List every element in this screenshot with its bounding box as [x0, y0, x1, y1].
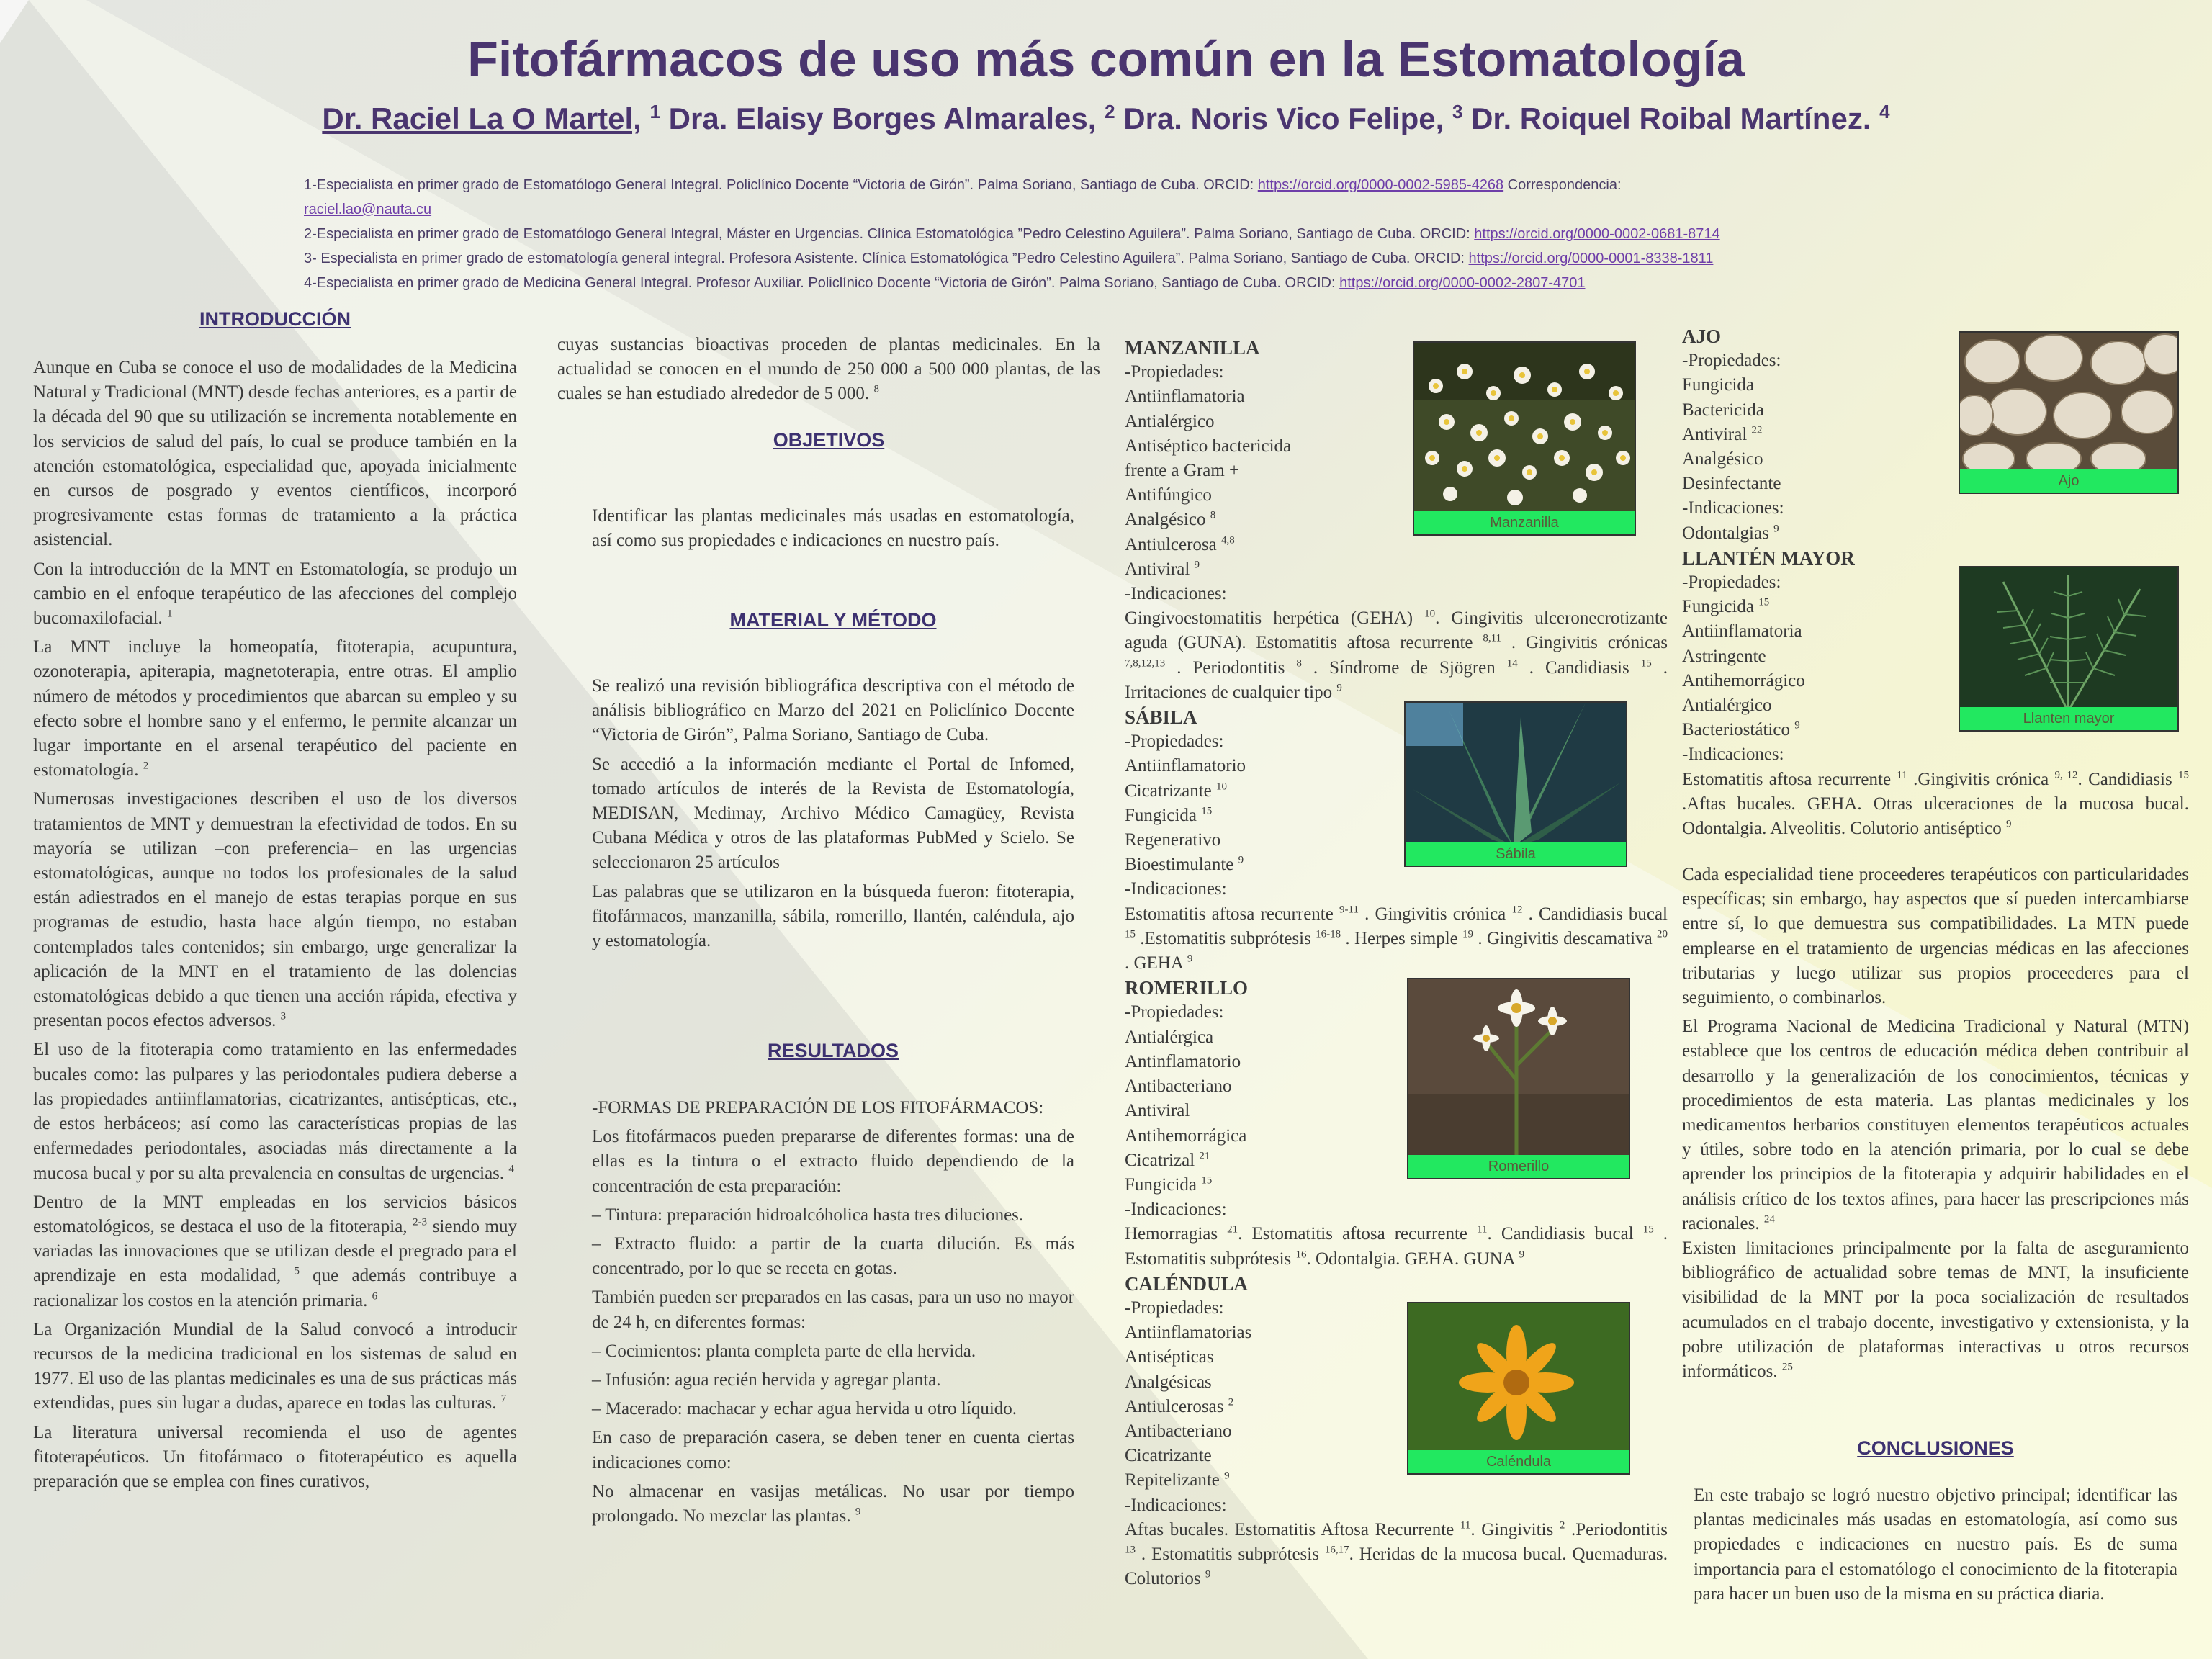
llanten-photo	[1959, 566, 2179, 732]
affiliation-1: 1-Especialista en primer grado de Estomatólogo General Integral. Policlínico Docente “Victoria de Girón”. Palma Soriano, Santiago de Cuba. ORCID: https://orcid.org/0000-0002-5985-4268 Correspondencia: raciel.lao@nauta.cu	[304, 177, 1622, 217]
affiliation-2: 2-Especialista en primer grado de Estomatólogo General Integral, Máster en Urgencias. Clínica Estomatológica ”Pedro Celestino Aguilera”. Palma Soriano, Santiago de Cuba. ORCID: https://orcid.org/0000-0002-0681-8714	[304, 226, 1720, 242]
section-heading-objetivos: OBJETIVOS	[773, 429, 885, 451]
author-1: Dr. Raciel La O Martel,	[322, 102, 642, 135]
orcid-link-2[interactable]: https://orcid.org/0000-0002-0681-8714	[1474, 226, 1720, 242]
plant-list-col3: MANZANILLA -Propiedades: Antiinflamatoria Antialérgico Antiséptico bactericida frente a Gram + Antifúngico Analgésico $^8$ Antiulcerosa $^{4,8}$ Antiviral $^9$ -Indicaciones: Gingivoestomatitis herpética (GEHA) $^{10}$. Gingivitis ulceronecrotizante aguda (GUNA). Estomatitis aftosa recurrente $^{8,11}$ . Gingivitis crónicas $^{7,8,12,13}$ . Periodontitis $^8$ . Síndrome de Sjögren $^{14}$ . Candidiasis $^{15}$ . Irritaciones de cualquier tipo $^9$ SÁBILA -Propiedades: Antiinflamatorio Cicatrizante $^{10}$ Fungicida $^{15}$ Regenerativo Bioestimulante $^9$ -Indicaciones: Estomatitis aftosa recurrente $^{9-11}$ . Gingivitis crónica $^{12}$ . Candidiasis bucal $^{15}$ .Estomatitis subprótesis $^{16-18}$ . Herpes simple $^{19}$ . Gingivitis descamativa $^{20}$ . GEHA $^9$ ROMERILLO -Propiedades: Antialérgica Antinflamatorio Antibacteriano Antiviral Antihemorrágica Cicatrizal $^{21}$ Fungicida $^{15}$ -Indicaciones: Hemorragias $^{21}$. Estomatitis aftosa recurrente $^{11}$. Candidiasis bucal $^{15}$ . Estomatitis subprótesis $^{16}$. Odontalgia. GEHA. GUNA $^9$ CALÉNDULA -Propiedades: Antiinflamatorias Antisépticas Analgésicas Antiulcerosas $^2$ Antibacteriano Cicatrizante Repitelizante $^9$ -Indicaciones: Aftas bucales. Estomatitis Aftosa Recurrente $^{11}$. Gingivitis $^2$ .Periodontitis $^{13}$ . Estomatitis subprótesis $^{16,17}$. Heridas de la mucosa bucal. Quemaduras. Colutorios $^9$	[1125, 337, 1668, 1589]
romerillo-caption: Romerillo	[1408, 1155, 1629, 1178]
orcid-link-3[interactable]: https://orcid.org/0000-0001-8338-1811	[1468, 251, 1714, 266]
objetivos-text: Identificar las plantas medicinales más usadas en estomatología, así como sus propiedades e indicaciones en nuestro país.	[592, 506, 1074, 551]
author-2: Dra. Elaisy Borges Almarales,	[668, 102, 1097, 135]
romerillo-photo	[1407, 978, 1630, 1179]
section-heading-introduccion: INTRODUCCIÓN	[199, 308, 351, 330]
discussion-text: Cada especialidad tiene proceederes terapéuticos con particularidades específicas; sin embargo, hay aspectos que sí pueden intercambiarse entre sí, lo que demuestra sus compatibilidades. La MTN puede emplearse en el tratamiento de urgencias médicas en las afecciones tributarias y luego utilizar sus propios proceederes para el seguimiento, o combinarlos. El Programa Nacional de Medicina Tradicional y Natural (MTN) establece que los centros de educación médica deben contribuir al desarrollo y la generalización de los conocimientos, técnicas y procedimientos de esta materia. Las plantas medicinales y los medicamentos herbarios constituyen elementos terapéuticos actuales y útiles, sobre todo en la atención primaria, por lo cual se debe aprender los principios de la fitoterapia y adquirir habilidades en el análisis crítico de los textos afines, para hacer las prescripciones más racionales. $^{24}$ Existen limitaciones principalmente por la falta de aseguramiento bibliográfico de actualidad sobre temas de MNT, la insuficiente visibilidad de la MNT por la poca socialización de resultados acumulados en el trabajo docente, investigativo y extensionista, y la pobre utilización de plataformas interactivas u otros recursos informáticos. $^{25}$	[1682, 865, 2189, 1382]
manzanilla-caption: Manzanilla	[1414, 511, 1635, 534]
section-heading-conclusiones: CONCLUSIONES	[1857, 1437, 2014, 1459]
affiliation-4: 4-Especialista en primer grado de Medicina General Integral. Profesor Auxiliar. Policlínico Docente “Victoria de Girón”. Palma Soriano, Santiago de Cuba. ORCID: https://orcid.org/0000-0002-2807-4701	[304, 275, 1586, 291]
intro-text: Aunque en Cuba se conoce el uso de modalidades de la Medicina Natural y Tradicional (MNT) desde fechas anteriores, es a partir de la década del 90 que su utilización se incrementa notablemente en los servicios de salud del país, lo cual se produce también en la atención estomatológica, especialidad que, apoyada inicialmente en cursos de posgrado y eventos científicos, incorporó progresivamente estas formas de tratamiento a la práctica asistencial. Con la introducción de la MNT en Estomatología, se produjo un cambio en el enfoque terapéutico de las afecciones del complejo bucomaxilofacial. $^1$ La MNT incluye la homeopatía, fitoterapia, acupuntura, ozonoterapia, apiterapia, magnetoterapia, entre otras. El amplio número de métodos y procedimientos que abarcan su empleo y su efecto sobre el hombre sano y el enfermo, le permite alcanzar un lugar importante en el arsenal terapéutico del paciente en estomatología. $^2$ Numerosas investigaciones describen el uso de los diversos tratamientos de MNT y demuestran la efectividad de todos. En su mayoría se utilizan –con preferencia– en las urgencias estomatológicas, aunque no todos los profesionales de la salud están adiestrados en el manejo de estas terapias porque en sus programas de estudio, hasta hace algún tiempo, no estaban contemplados tales contenidos; sin embargo, urge generalizar la aplicación de la MNT en el tratamiento de las dolencias estomatológicas debido a que tienen una acción rápida, efectiva y presentan pocos efectos adversos. $^3$ El uso de la fitoterapia como tratamiento en las enfermedades bucales como: las pulpares y las periodontales pudiera deberse a las propiedades antiinflamatorias, cicatrizantes, antisépticas, etc., de estos herbáceos; así como las características propias de las enfermedades periodontales, asociadas más directamente a la mucosa bucal y por su alta prevalencia en consultas de urgencias. $^4$ Dentro de la MNT empleadas en los servicios básicos estomatológicos, se destaca el uso de la fitoterapia, $^{2-3}$ siendo muy variadas las innovaciones que se utilizan desde el pregrado para el aprendizaje en esta modalidad, $^5$ que además contribuye a racionalizar los costos en la atención primaria. $^6$ La Organización Mundial de la Salud convocó a introducir recursos de la medicina tradicional en los sistemas de salud en 1977. El uso de las plantas medicinales es una de sus prácticas más extendidas, pues sin lugar a dudas, aparece en todas las culturas. $^7$ La literatura universal recomienda el uso de agentes fitoterapéuticos. Un fitofármaco o fitoterapéutico es aquella preparación que se emplea con fines curativos,	[33, 358, 517, 1491]
plant-list-col4: AJO -Propiedades: Fungicida Bactericida Antiviral $^{22}$ Analgésico Desinfectante -Indicaciones: Odontalgias $^9$ LLANTÉN MAYOR -Propiedades: Fungicida $^{15}$ Antiinflamatoria Astringente Antihemorrágico Antialérgico Bacteriostático $^9$ -Indicaciones: Estomatitis aftosa recurrente $^{11}$ .Gingivitis crónica $^{9, 12}$. Candidiasis $^{15}$ .Aftas bucales. GEHA. Otras ulceraciones de la mucosa bucal. Odontalgia. Alveolitis. Colutorio antiséptico $^9$	[1682, 325, 2190, 839]
section-heading-metodo: MATERIAL Y MÉTODO	[729, 609, 937, 631]
conclusiones-text: En este trabajo se logró nuestro objetivo principal; identificar las plantas medicinales más usadas en estomatología, así como sus propiedades e indicaciones en nuestro país. Es de suma importancia para el estomatólogo el conocimiento de la fitoterapia para hacer un buen uso de la misma en su práctica diaria.	[1694, 1485, 2177, 1604]
poster-title: Fitofármacos de uso más común en la Estomatología	[467, 31, 1745, 87]
section-heading-resultados: RESULTADOS	[768, 1040, 899, 1061]
email-link[interactable]: raciel.lao@nauta.cu	[304, 202, 432, 217]
affiliation-3: 3- Especialista en primer grado de estomatología general integral. Profesora Asistente. Clínica Estomatológica ”Pedro Celestino Aguilera”. Palma Soriano, Santiago de Cuba. ORCID: https://orcid.org/0000-0001-8338-1811	[304, 251, 1714, 266]
resultados-text: -FORMAS DE PREPARACIÓN DE LOS FITOFÁRMACOS: Los fitofármacos pueden prepararse de diferentes formas: una de ellas es la tintura o el extracto fluido dependiendo de la concentración de esta preparación: – Tintura: preparación hidroalcóholica hasta tres diluciones. – Extracto fluido: a partir de la cuarta dilución. Es más concentrado, por lo que se receta en gotas. También pueden ser preparados en las casas, para un uso no mayor de 24 h, en diferentes formas: – Cocimientos: planta completa parte de ella hervida. – Infusión: agua recién hervida y agregar planta. – Macerado: machacar y echar agua hervida u otro líquido. En caso de preparación casera, se deben tener en cuenta ciertas indicaciones como: No almacenar en vasijas metálicas. No usar por tiempo prolongado. No mezclar las plantas. $^9$	[592, 1098, 1074, 1527]
sabila-photo	[1404, 701, 1627, 867]
orcid-link-1[interactable]: https://orcid.org/0000-0002-5985-4268	[1257, 177, 1504, 193]
llanten-caption: Llanten mayor	[1960, 707, 2177, 730]
manzanilla-photo	[1413, 341, 1636, 536]
orcid-link-4[interactable]: https://orcid.org/0000-0002-2807-4701	[1339, 275, 1586, 291]
ajo-caption: Ajo	[1960, 469, 2177, 493]
author-3: Dra. Noris Vico Felipe,	[1123, 102, 1444, 135]
metodo-text: Se realizó una revisión bibliográfica descriptiva con el método de análisis bibliográfico en Marzo del 2021 en Policlínico Docente “Victoria de Girón”, Palma Soriano, Santiago de Cuba. Se accedió a la información mediante el Portal de Infomed, tomado artículos de interés de la Revista de Estomatología, MEDISAN, Medimay, Archivo Médico Camagüey, Revista Cubana Médica y otros de las plataformas PubMed y Scielo. Se seleccionaron 25 artículos Las palabras que se utilizaron en la búsqueda fueron: fitoterapia, fitofármacos, manzanilla, sábila, romerillo, llantén, caléndula, ajo y estomatología.	[592, 676, 1074, 951]
calendula-photo	[1407, 1302, 1630, 1475]
sabila-caption: Sábila	[1406, 842, 1626, 866]
calendula-caption: Caléndula	[1408, 1450, 1629, 1473]
author-4: Dr. Roiquel Roibal Martínez.	[1471, 102, 1871, 135]
affiliations	[304, 173, 1910, 295]
ajo-photo	[1959, 331, 2179, 494]
intro-continuation: cuyas sustancias bioactivas proceden de plantas medicinales. En la actualidad se conocen en el mundo de 250 000 a 500 000 plantas, de las cuales se han estudiado alrededor de 5 000. $^8$	[557, 335, 1100, 404]
author-list: Dr. Raciel La O Martel, $^1$ Dra. Elaisy Borges Almarales, $^2$ Dra. Noris Vico Felipe, $^3$ Dr. Roiquel Roibal Martínez. $^4$	[322, 101, 1890, 135]
